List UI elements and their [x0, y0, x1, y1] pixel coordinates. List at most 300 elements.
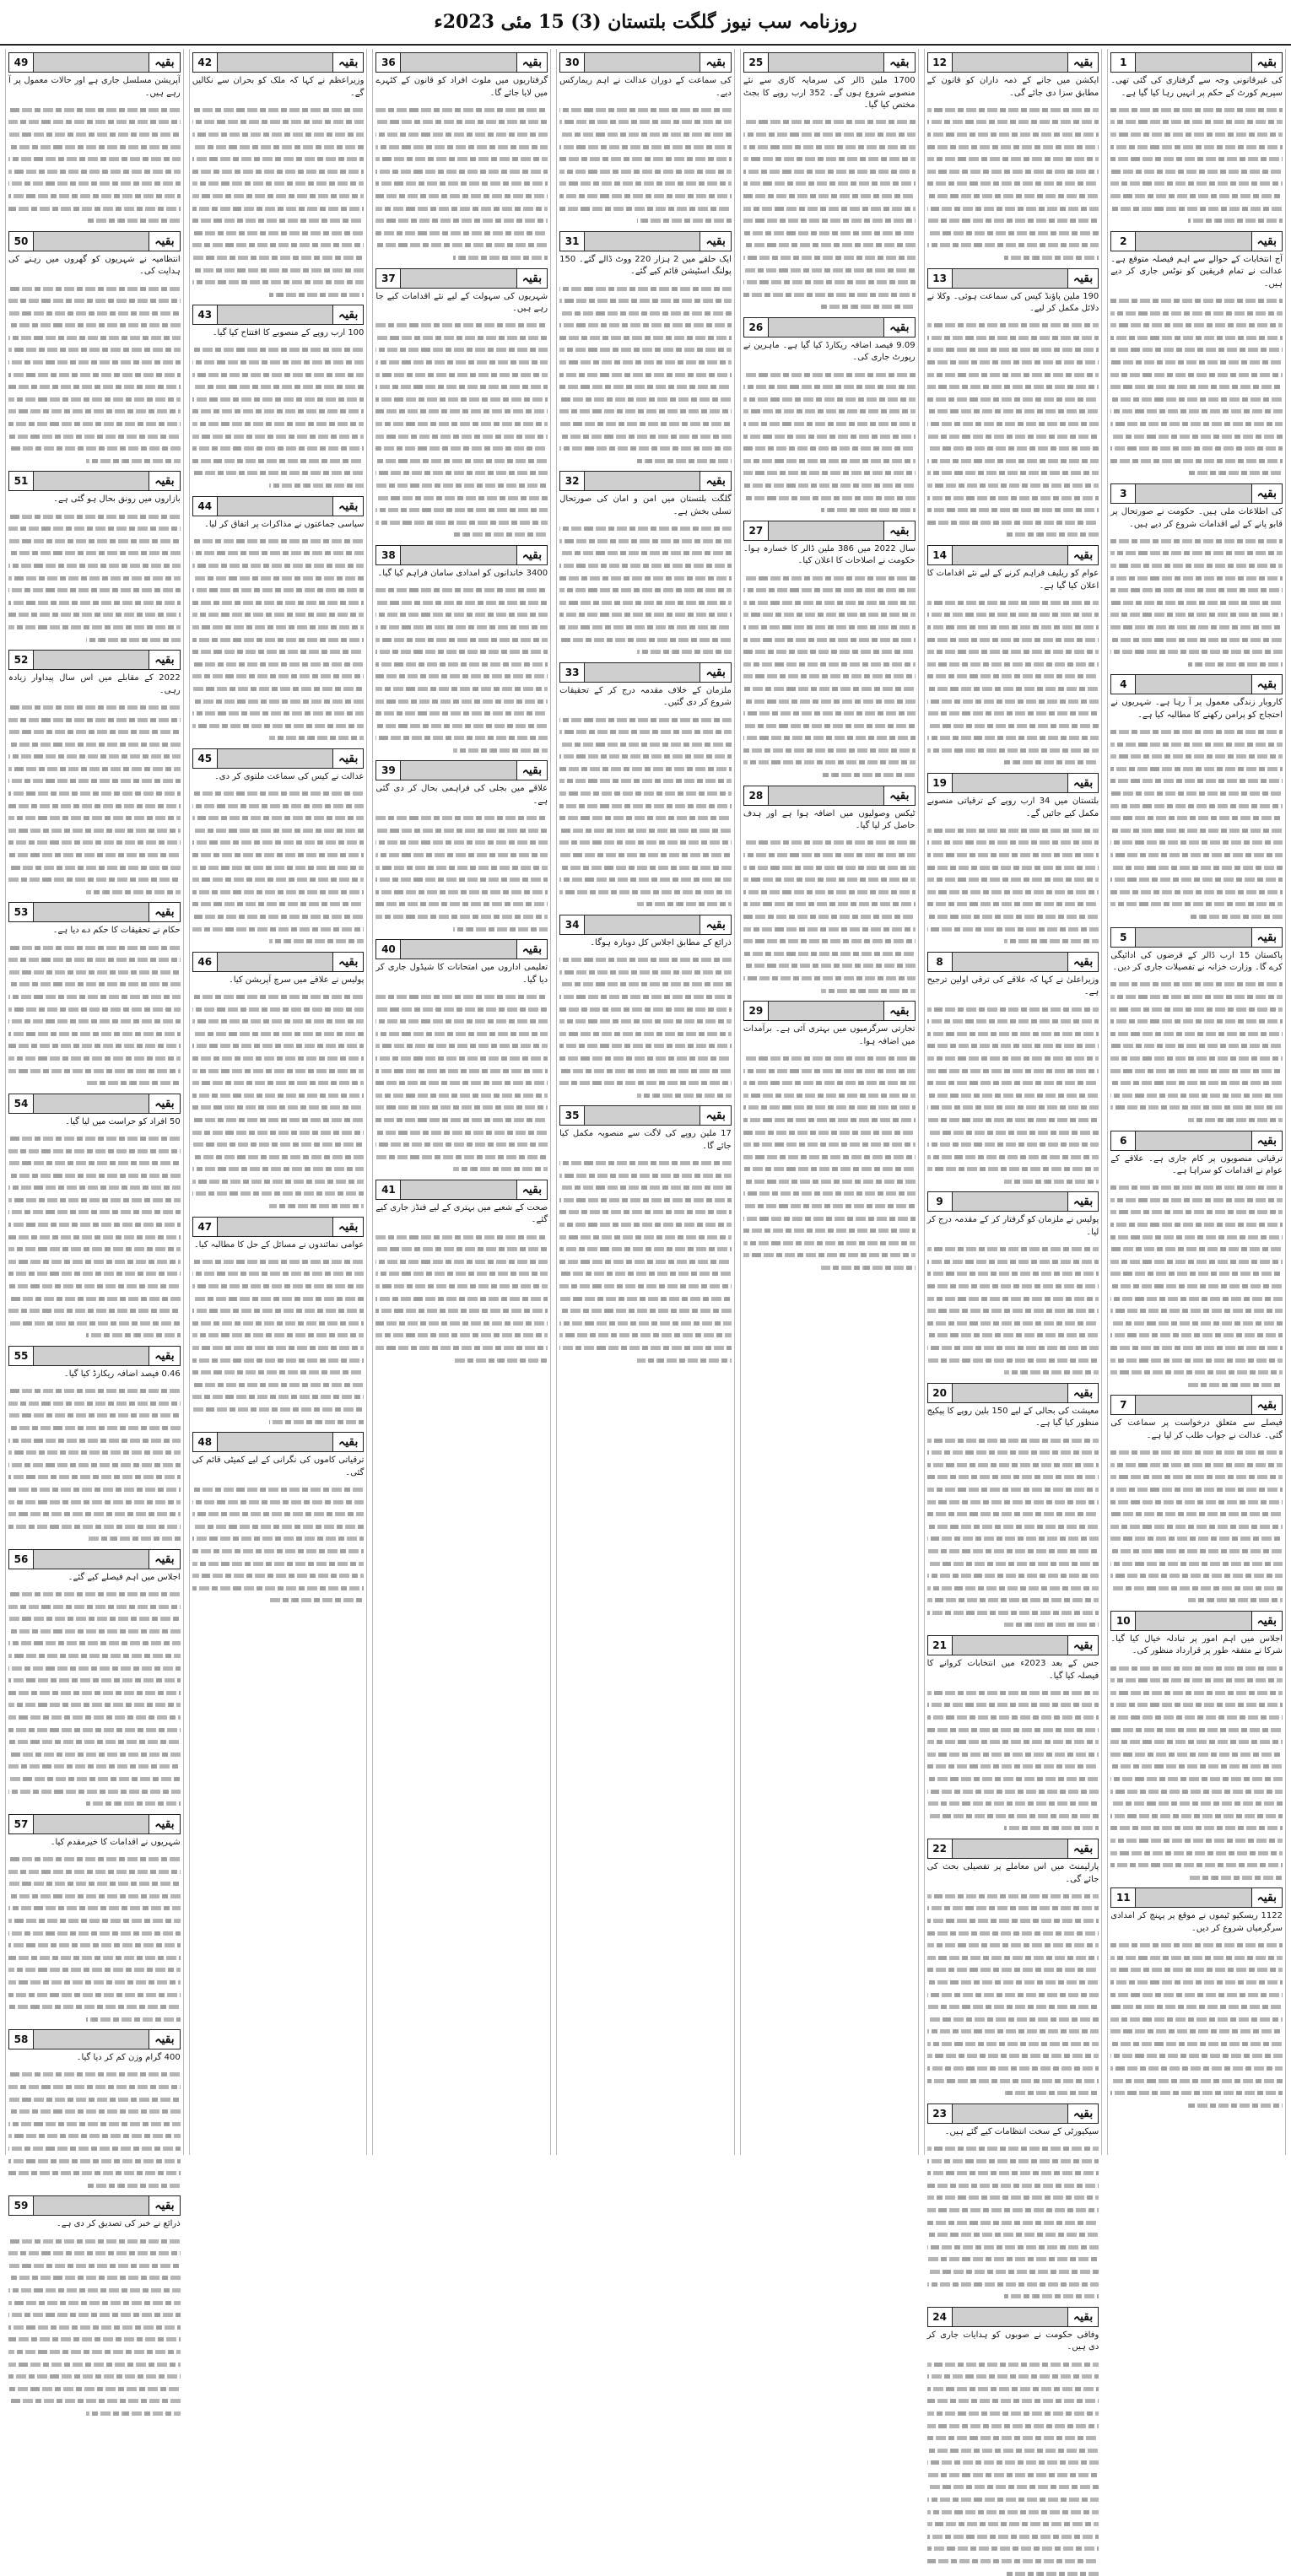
text-line — [8, 551, 181, 555]
text-line — [375, 1333, 548, 1337]
text-line — [8, 2085, 181, 2089]
article-text: ذرائع کے مطابق اجلاس کل دوبارہ ہوگا۔ — [590, 938, 732, 948]
text-line — [1110, 791, 1283, 796]
text-line — [927, 601, 1099, 605]
text-line — [1110, 1586, 1283, 1590]
text-line — [559, 527, 732, 531]
continuation-box — [927, 952, 1099, 1184]
continuation-header — [1110, 1395, 1283, 1415]
header-bar — [218, 1433, 332, 1451]
text-line — [559, 360, 732, 365]
continuation-header — [1110, 52, 1283, 73]
body-text-block — [8, 2072, 181, 2187]
text-line — [8, 157, 181, 161]
text-line — [743, 373, 916, 377]
text-line — [743, 1241, 916, 1245]
text-line — [86, 890, 181, 894]
text-line — [743, 1167, 916, 1171]
text-line — [8, 132, 181, 137]
text-line — [1110, 1574, 1283, 1578]
continuation-box — [8, 231, 181, 463]
body-text-block — [8, 515, 181, 642]
header-bar — [34, 651, 149, 669]
text-line — [8, 613, 181, 617]
continuation-header — [927, 1191, 1099, 1212]
text-line — [743, 1204, 916, 1208]
text-line — [375, 1105, 548, 1110]
continuation-label: بقیہ — [883, 521, 914, 540]
continuation-box — [8, 52, 181, 223]
continuation-number: 7 — [1111, 1396, 1136, 1414]
article-text: 1122 ریسکیو ٹیموں نے موقع پر پہنچ کر امدادی سرگرمیاں شروع کر دیں۔ — [1110, 1911, 1283, 1933]
continuation-number: 48 — [193, 1433, 218, 1451]
continuation-number: 23 — [928, 2104, 953, 2123]
text-line — [1110, 170, 1283, 174]
text-line — [927, 736, 1099, 740]
text-line — [1110, 1260, 1283, 1264]
body-text-block — [927, 323, 1099, 537]
text-line — [927, 1500, 1099, 1504]
header-bar — [1136, 1888, 1250, 1907]
text-line — [192, 1586, 365, 1590]
text-line — [192, 409, 365, 413]
continuation-number: 21 — [928, 1636, 953, 1655]
text-line — [8, 1956, 181, 1960]
header-bar — [953, 269, 1067, 288]
text-line — [927, 2270, 1099, 2274]
text-line — [927, 521, 1099, 525]
continuation-header — [1110, 1611, 1283, 1631]
header-bar — [1136, 1131, 1250, 1150]
text-line — [269, 1598, 364, 1602]
text-line — [375, 496, 548, 500]
text-line — [927, 207, 1099, 211]
text-line — [192, 804, 365, 808]
text-line — [8, 2072, 181, 2076]
article-text: پولیس نے ملزمان کو گرفتار کر کے مقدمہ درج کر لیا۔ — [926, 1215, 1099, 1238]
continuation-number: 30 — [560, 53, 585, 72]
text-line — [1110, 539, 1283, 543]
text-line — [927, 853, 1099, 857]
continuation-label: بقیہ — [700, 53, 730, 72]
continuation-box — [743, 52, 916, 309]
text-line — [192, 280, 365, 284]
text-line — [192, 1549, 365, 1553]
continuation-label: بقیہ — [700, 915, 730, 934]
text-line — [375, 853, 548, 857]
text-line — [375, 829, 548, 833]
continuation-label: بقیہ — [1067, 774, 1098, 792]
text-line — [743, 853, 916, 857]
text-line — [192, 1044, 365, 1048]
text-line — [8, 2276, 181, 2280]
body-text-block — [192, 108, 365, 297]
article-text: گرفتاریوں میں ملوث افراد کو قانون کے کٹہرے میں لایا جائے گا۔ — [375, 76, 548, 98]
continuation-label: بقیہ — [1067, 1384, 1098, 1402]
body-text-block — [192, 539, 365, 741]
continuation-box — [743, 521, 916, 777]
text-line — [8, 576, 181, 581]
text-line — [559, 1198, 732, 1202]
continuation-label: بقیہ — [1067, 546, 1098, 564]
continuation-header — [927, 268, 1099, 289]
text-line — [927, 2147, 1099, 2151]
continuation-number: 56 — [9, 1550, 34, 1569]
article-text: 50 افراد کو حراست میں لیا گیا۔ — [65, 1116, 181, 1126]
text-line — [743, 760, 916, 764]
continuation-number: 45 — [193, 749, 218, 768]
text-line — [559, 890, 732, 894]
text-line — [927, 2029, 1099, 2033]
text-line — [375, 409, 548, 413]
continuation-number: 54 — [9, 1094, 34, 1113]
text-line — [743, 939, 916, 943]
continuation-number: 46 — [193, 953, 218, 971]
text-line — [927, 1346, 1099, 1350]
header-bar — [218, 1218, 332, 1236]
news-column — [740, 49, 919, 2155]
text-line — [375, 1032, 548, 1036]
text-line — [192, 840, 365, 845]
news-column — [189, 49, 368, 2155]
text-line — [192, 878, 365, 882]
text-line — [927, 927, 1099, 932]
text-line — [375, 508, 548, 512]
text-line — [927, 2374, 1099, 2379]
text-line — [8, 588, 181, 592]
text-line — [192, 1131, 365, 1135]
text-line — [192, 170, 365, 174]
continuation-box — [743, 1001, 916, 1270]
text-line — [559, 1069, 732, 1073]
text-line — [375, 446, 548, 451]
text-line — [1110, 1358, 1283, 1363]
text-line — [8, 1666, 181, 1671]
text-line — [8, 1654, 181, 1658]
text-line — [8, 1198, 181, 1202]
text-line — [637, 1358, 732, 1363]
continuation-label: بقیہ — [1251, 675, 1282, 694]
continuation-label: بقیہ — [1067, 1839, 1098, 1858]
text-line — [927, 397, 1099, 402]
text-line — [192, 638, 365, 642]
continuation-box — [192, 305, 365, 488]
text-line — [8, 816, 181, 820]
text-line — [1110, 1691, 1283, 1695]
text-line — [743, 1217, 916, 1221]
text-line — [1110, 1549, 1283, 1553]
continuation-label: بقیہ — [700, 663, 730, 682]
text-line — [927, 1167, 1099, 1171]
text-line — [1110, 1968, 1283, 1972]
text-line — [8, 1894, 181, 1898]
text-line — [1110, 435, 1283, 439]
text-line — [375, 145, 548, 149]
text-line — [86, 1801, 181, 1806]
text-line — [8, 1389, 181, 1393]
text-line — [269, 483, 364, 488]
text-line — [743, 674, 916, 678]
text-line — [1110, 1752, 1283, 1757]
text-line — [927, 829, 1099, 833]
text-line — [192, 181, 365, 186]
text-line — [927, 459, 1099, 463]
continuation-header — [8, 2029, 181, 2049]
article-text: تجارتی سرگرمیوں میں بہتری آئی ہے۔ برآمدات میں اضافہ ہوا۔ — [743, 1024, 916, 1046]
text-line — [559, 207, 732, 211]
text-line — [8, 1678, 181, 1682]
text-line — [8, 1161, 181, 1165]
text-line — [192, 1346, 365, 1350]
continuation-box — [8, 902, 181, 1085]
text-line — [559, 779, 732, 783]
continuation-number: 34 — [560, 915, 585, 934]
continuation-header — [375, 268, 548, 289]
text-line — [192, 108, 365, 112]
text-line — [1110, 1056, 1283, 1061]
text-line — [1110, 2079, 1283, 2083]
continuation-box — [8, 2195, 181, 2416]
article-text: شہریوں کی سہولت کے لیے نئے اقدامات کیے جا رہے ہیں۔ — [375, 291, 548, 314]
text-line — [8, 2363, 181, 2367]
body-text-block — [927, 1691, 1099, 1831]
text-line — [8, 2288, 181, 2292]
continuation-header — [8, 1346, 181, 1366]
text-line — [559, 804, 732, 808]
text-line — [559, 120, 732, 124]
header-bar — [769, 318, 883, 337]
continuation-label: بقیہ — [149, 1815, 179, 1833]
article-text: کی غیرقانونی وجہ سے گرفتاری کی گئی تھی۔ سپریم کورٹ کے حکم پر انہیں رہا کیا گیا ہے۔ — [1110, 76, 1283, 98]
text-line — [192, 699, 365, 704]
text-line — [1110, 1764, 1283, 1769]
header-bar — [585, 915, 700, 934]
continuation-label: بقیہ — [332, 953, 363, 971]
continuation-number: 9 — [928, 1192, 953, 1211]
text-line — [927, 1790, 1099, 1794]
text-line — [8, 2313, 181, 2317]
article-text: ایک حلقے میں 2 ہزار 220 ووٹ ڈالے گئے۔ 150 پولنگ اسٹیشن قائم کیے گئے۔ — [559, 254, 732, 277]
text-line — [559, 1247, 732, 1251]
text-line — [559, 551, 732, 555]
text-line — [8, 1210, 181, 1214]
text-line — [8, 2159, 181, 2163]
text-line — [743, 1180, 916, 1184]
text-line — [1110, 299, 1283, 303]
continuation-number: 36 — [376, 53, 401, 72]
text-line — [375, 687, 548, 691]
body-text-block — [375, 588, 548, 753]
text-line — [1110, 1081, 1283, 1085]
text-line — [1110, 743, 1283, 747]
text-line — [1110, 459, 1283, 463]
text-line — [927, 1284, 1099, 1288]
continuation-label: بقیہ — [149, 53, 179, 72]
text-line — [375, 588, 548, 592]
text-line — [8, 1463, 181, 1467]
text-line — [927, 1118, 1099, 1122]
text-line — [1110, 1297, 1283, 1301]
text-line — [1110, 2005, 1283, 2009]
continuation-number: 35 — [560, 1106, 585, 1125]
continuation-box — [192, 1432, 365, 1602]
header-bar — [953, 953, 1067, 971]
continuation-header — [927, 952, 1099, 972]
header-bar — [34, 472, 149, 490]
text-line — [743, 840, 916, 845]
text-line — [1188, 1598, 1283, 1602]
text-line — [559, 385, 732, 389]
text-line — [927, 638, 1099, 642]
article-text: 190 ملین پاؤنڈ کیس کی سماعت ہوئی۔ وکلا نے دلائل مکمل کر لیے۔ — [926, 291, 1099, 314]
text-line — [1110, 157, 1283, 161]
text-line — [375, 120, 548, 124]
continuation-box — [927, 2307, 1099, 2576]
continuation-box — [1110, 1395, 1283, 1602]
text-line — [192, 687, 365, 691]
text-line — [1110, 1450, 1283, 1455]
continuation-box — [1110, 52, 1283, 223]
continuation-number: 49 — [9, 53, 34, 72]
text-line — [192, 853, 365, 857]
text-line — [8, 1069, 181, 1073]
text-line — [192, 576, 365, 581]
text-line — [559, 564, 732, 568]
header-bar — [401, 761, 516, 780]
text-line — [637, 1094, 732, 1098]
text-line — [559, 194, 732, 198]
text-line — [375, 711, 548, 716]
text-line — [927, 170, 1099, 174]
text-line — [927, 1272, 1099, 1276]
text-line — [1110, 2042, 1283, 2046]
header-bar — [401, 269, 516, 288]
text-line — [559, 730, 732, 734]
body-text-block — [927, 1247, 1099, 1374]
text-line — [192, 1321, 365, 1326]
text-line — [192, 1019, 365, 1023]
body-text-block — [8, 1592, 181, 1806]
text-line — [927, 2245, 1099, 2249]
text-line — [192, 1525, 365, 1529]
text-line — [8, 1450, 181, 1455]
continuation-box — [375, 545, 548, 753]
text-line — [192, 539, 365, 543]
text-line — [927, 1142, 1099, 1147]
continuation-label: بقیہ — [883, 318, 914, 337]
text-line — [1110, 1321, 1283, 1326]
text-line — [927, 336, 1099, 340]
text-line — [1110, 323, 1283, 327]
text-line — [375, 995, 548, 999]
text-line — [453, 532, 548, 537]
text-line — [1110, 1235, 1283, 1239]
text-line — [559, 1044, 732, 1048]
text-line — [927, 650, 1099, 654]
text-line — [1110, 995, 1283, 999]
text-line — [1188, 1876, 1283, 1880]
text-line — [1110, 866, 1283, 870]
continuation-box — [8, 1346, 181, 1541]
text-line — [1110, 1536, 1283, 1541]
text-line — [743, 662, 916, 667]
body-text-block — [1110, 108, 1283, 223]
text-line — [559, 1019, 732, 1023]
text-line — [1188, 1118, 1283, 1122]
text-line — [927, 2363, 1099, 2367]
text-line — [1110, 336, 1283, 340]
text-line — [927, 1919, 1099, 1923]
article-text: اجلاس میں اہم فیصلے کیے گئے۔ — [68, 1572, 181, 1582]
header-bar — [34, 232, 149, 251]
continuation-label: بقیہ — [332, 305, 363, 324]
text-line — [927, 1260, 1099, 1264]
text-line — [927, 2559, 1099, 2563]
text-line — [375, 348, 548, 352]
text-line — [375, 471, 548, 475]
text-line — [927, 1131, 1099, 1135]
text-line — [927, 181, 1099, 186]
continuation-number: 20 — [928, 1384, 953, 1402]
continuation-header — [1110, 1131, 1283, 1151]
text-line — [927, 878, 1099, 882]
continuation-header — [8, 1549, 181, 1569]
text-line — [1004, 1370, 1099, 1374]
text-line — [1110, 890, 1283, 894]
text-line — [927, 1956, 1099, 1960]
text-line — [927, 866, 1099, 870]
text-line — [8, 1439, 181, 1443]
text-line — [927, 840, 1099, 845]
text-line — [559, 311, 732, 316]
article-text: حکام نے تحقیقات کا حکم دے دیا ہے۔ — [52, 926, 181, 936]
continuation-number: 38 — [376, 546, 401, 564]
text-line — [375, 1247, 548, 1251]
text-line — [743, 132, 916, 137]
text-line — [927, 2449, 1099, 2453]
text-line — [8, 2325, 181, 2330]
text-line — [192, 194, 365, 198]
text-line — [192, 1297, 365, 1301]
text-line — [375, 866, 548, 870]
header-bar — [1136, 675, 1250, 694]
text-line — [8, 1728, 181, 1732]
article-text: 400 گرام وزن کم کر دیا گیا۔ — [76, 2053, 181, 2063]
news-columns — [5, 49, 1286, 2352]
text-line — [1110, 650, 1283, 654]
text-line — [743, 422, 916, 426]
text-line — [927, 2042, 1099, 2046]
text-line — [8, 1641, 181, 1645]
text-line — [8, 1980, 181, 1985]
text-line — [743, 976, 916, 980]
continuation-label: بقیہ — [332, 1218, 363, 1236]
news-column — [372, 49, 551, 2155]
text-line — [743, 687, 916, 691]
continuation-box — [927, 268, 1099, 537]
text-line — [1110, 1346, 1283, 1350]
text-line — [559, 1223, 732, 1227]
continuation-header — [192, 952, 365, 972]
continuation-number: 42 — [193, 53, 218, 72]
text-line — [8, 2005, 181, 2009]
text-line — [375, 1094, 548, 1098]
continuation-header — [927, 1383, 1099, 1403]
continuation-number: 6 — [1111, 1131, 1136, 1150]
text-line — [1110, 1740, 1283, 1744]
continuation-header — [375, 939, 548, 959]
text-line — [743, 1094, 916, 1098]
